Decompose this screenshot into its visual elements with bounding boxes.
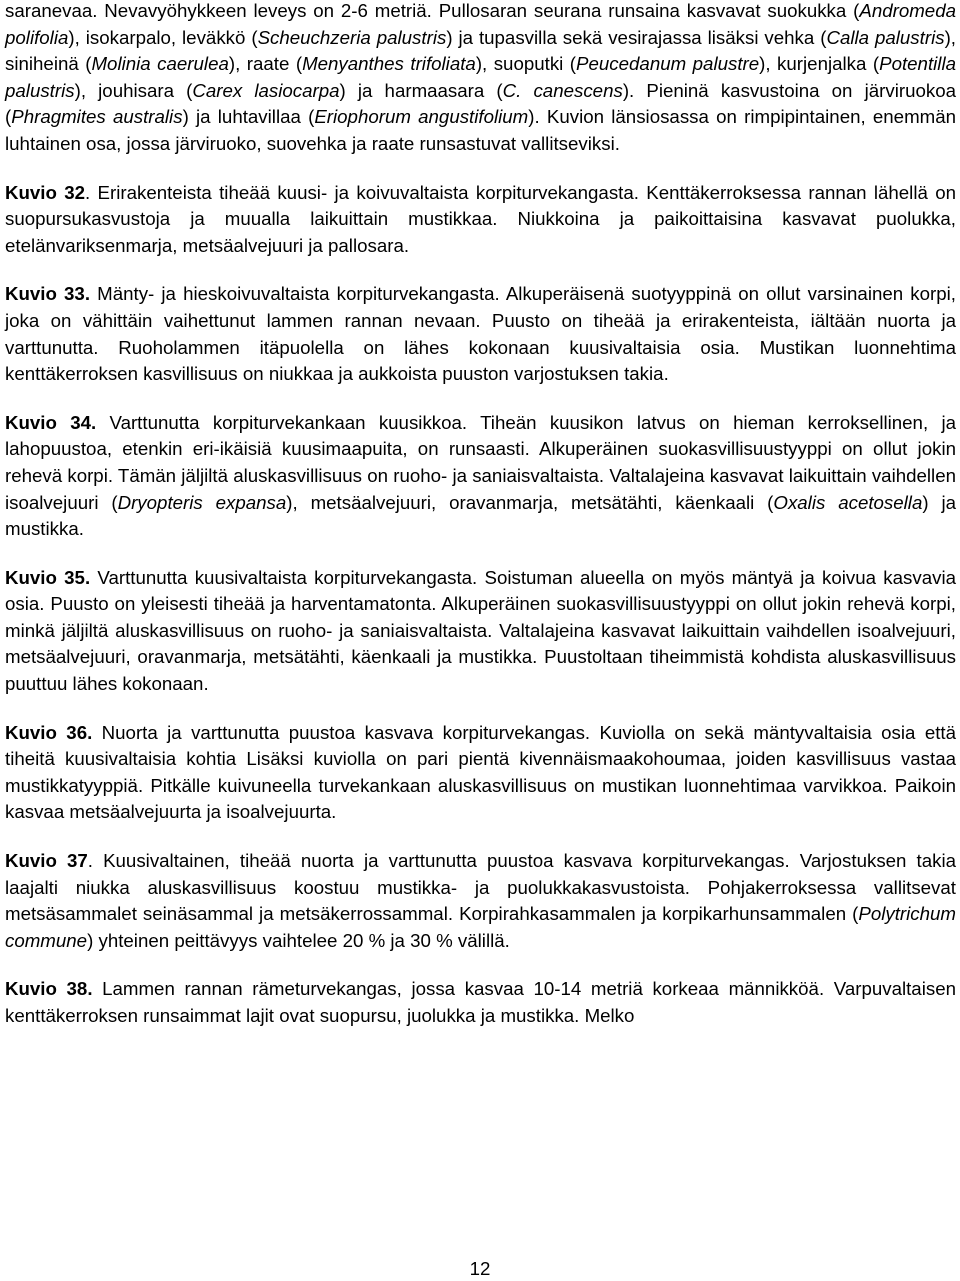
figure-lead: Kuvio 32 — [5, 181, 86, 203]
text-run: ) ja mustikka. — [5, 491, 957, 540]
paragraph-kuvio-34 — [5, 410, 956, 543]
paragraph-fen-vegetation — [5, 0, 956, 158]
text-run: ). Kuvion länsiosassa on rimpipintainen, enemmän luhtainen osa, jossa järviruoko, suovehka ja raate runsastuvat vallitseviksi. — [5, 106, 956, 154]
scientific-name: Andromeda polifolia — [5, 0, 956, 48]
paragraph-kuvio-36 — [5, 720, 956, 826]
scientific-name: Polytrichum commune — [5, 903, 956, 951]
text-run: Varttunutta korpiturvekankaan kuusikkoa. Tiheän kuusikon latvus on hieman kerroksellinen, ja lahopuustoa, etenkin eri-ikäisiä kuusimaapuita, on runsaasti. Alkuperäinen suokasvillisuustyyppi on ollut jokin rehevä korpi. Tämän jäljiltä aluskasvillisuus on ruoho- ja saniaisvaltaista. Valtalajeina kasvavat laikuittain vaihdellen isoalvejuuri ( — [5, 411, 956, 513]
scientific-name: Menyanthes trifoliata — [302, 53, 476, 75]
text-run: ) yhteinen peittävyys vaihtelee 20 % ja 30 % välillä. — [87, 929, 510, 951]
scientific-name: Oxalis acetosella — [773, 491, 923, 513]
text-run: ), isokarpalo, leväkkö ( — [68, 26, 258, 48]
page-number: 12 — [469, 1258, 491, 1279]
text-run: ) ja tupasvilla sekä vesirajassa lisäksi vehka ( — [446, 26, 827, 48]
text-run: . Kuusivaltainen, tiheää nuorta ja varttunutta puustoa kasvava korpiturvekangas. Varjostuksen takia laajalti niukka aluskasvillisuus koostuu mustikka- ja puolukkakasvustoista. Pohjakerroksessa vallitsevat metsäsammalet seinäsammal ja metsäkerrossammal. Korpirahkasammalen ja korpikarhunsammalen ( — [5, 850, 957, 925]
scientific-name: Molinia caerulea — [91, 53, 229, 75]
scientific-name: Potentilla palustris — [5, 53, 956, 101]
scientific-name: Calla palustris — [826, 26, 945, 48]
scientific-name: Scheuchzeria palustris — [257, 26, 447, 48]
text-run: Mänty- ja hieskoivuvaltaista korpiturvekangasta. Alkuperäisenä suotyyppinä on ollut varsinainen korpi, joka on vähittäin vaihettunut lammen rannan nevaan. Puusto on tiheää ja erirakenteista, iältään nuorta ja varttunutta. Ruoholammen itäpuolella on lähes kokonaan kuusivaltaisia osia. Mustikan luonnehtima kenttäkerroksen kasvillisuus on niukkaa ja aukkoista puuston varjostuksen takia. — [5, 283, 956, 385]
text-run: Varttunutta kuusivaltaista korpiturvekangasta. Soistuman alueella on myös mäntyä ja koivua kasvavia osia. Puusto on yleisesti tiheää ja harventamatonta. Alkuperäinen suokasvillisuustyyppi on ollut jokin rehevä korpi, minkä jäljiltä aluskasvillisuus on ruoho- ja saniaisvaltaista. Valtalajeina kasvavat laikuittain vaihdellen isoalvejuuri, metsäalvejuuri, oravanmarja, metsätähti, käenkaali ja mustikka. Puustoltaan tiheimmistä kohdista aluskasvillisuus puuttuu lähes kokonaan. — [5, 566, 956, 695]
text-run: ), siniheinä ( — [5, 26, 956, 75]
scientific-name: Phragmites australis — [11, 106, 183, 128]
text-run: saranevaa. Nevavyöhykkeen leveys on 2-6 metriä. Pullosaran seurana runsaina kasvavat suokukka ( — [5, 0, 860, 21]
text-run: ), metsäalvejuuri, oravanmarja, metsätähti, käenkaali ( — [286, 491, 774, 513]
text-run: ), jouhisara ( — [74, 79, 193, 101]
scientific-name: Carex lasiocarpa — [192, 79, 340, 101]
paragraph-kuvio-37 — [5, 848, 956, 954]
text-run: Nuorta ja varttunutta puustoa kasvava korpiturvekangas. Kuviolla on sekä mäntyvaltaisia osia että tiheitä kuusivaltaisia kohtia Lisäksi kuviolla on pari pientä kivennäismaakohoumaa, joiden kasvillisuus vastaa mustikkatyyppiä. Pitkälle kuivuneella turvekankaan aluskasvillisuus on mustikan luonnehtimaa varvikkoa. Paikoin kasvaa metsäalvejuurta ja isoalvejuurta. — [5, 721, 956, 823]
text-run: ), suoputki ( — [475, 53, 577, 75]
figure-lead: Kuvio 35. — [5, 566, 91, 588]
paragraph-kuvio-33 — [5, 281, 956, 387]
text-run: Lammen rannan rämeturvekangas, jossa kasvaa 10-14 metriä korkeaa männikköä. Varpuvaltaisen kenttäkerroksen runsaimmat lajit ovat suopursu, juolukka ja mustikka. Melko — [5, 978, 956, 1026]
text-run: ) ja luhtavillaa ( — [182, 106, 315, 128]
text-run: ), raate ( — [228, 53, 303, 75]
figure-lead: Kuvio 33. — [5, 283, 91, 305]
paragraph-kuvio-32 — [5, 180, 956, 260]
document-page — [5, 0, 956, 1030]
figure-lead: Kuvio 36. — [5, 721, 93, 743]
text-run: . Erirakenteista tiheää kuusi- ja koivuvaltaista korpiturvekangasta. Kenttäkerroksessa rannan lähellä on suopursukasvustoja ja muualla laikuittain mustikkaa. Niukkoina ja paikoittaisina kasvavat puolukka, etelänvariksenmarja, metsäalvejuuri ja pallosara. — [5, 181, 956, 256]
figure-lead: Kuvio 37 — [5, 850, 88, 872]
paragraph-kuvio-35 — [5, 565, 956, 698]
text-run: ) ja harmaasara ( — [339, 79, 503, 101]
scientific-name: Eriophorum angustifolium — [314, 106, 529, 128]
scientific-name: Peucedanum palustre — [576, 53, 760, 75]
figure-lead: Kuvio 34. — [5, 411, 97, 433]
figure-lead: Kuvio 38. — [5, 978, 93, 1000]
text-run: ). Pieninä kasvustoina on järviruokoa ( — [5, 79, 956, 128]
scientific-name: Dryopteris expansa — [117, 491, 287, 513]
scientific-name: C. canescens — [502, 79, 623, 101]
text-run: ), kurjenjalka ( — [759, 53, 880, 75]
paragraph-kuvio-38 — [5, 976, 956, 1029]
